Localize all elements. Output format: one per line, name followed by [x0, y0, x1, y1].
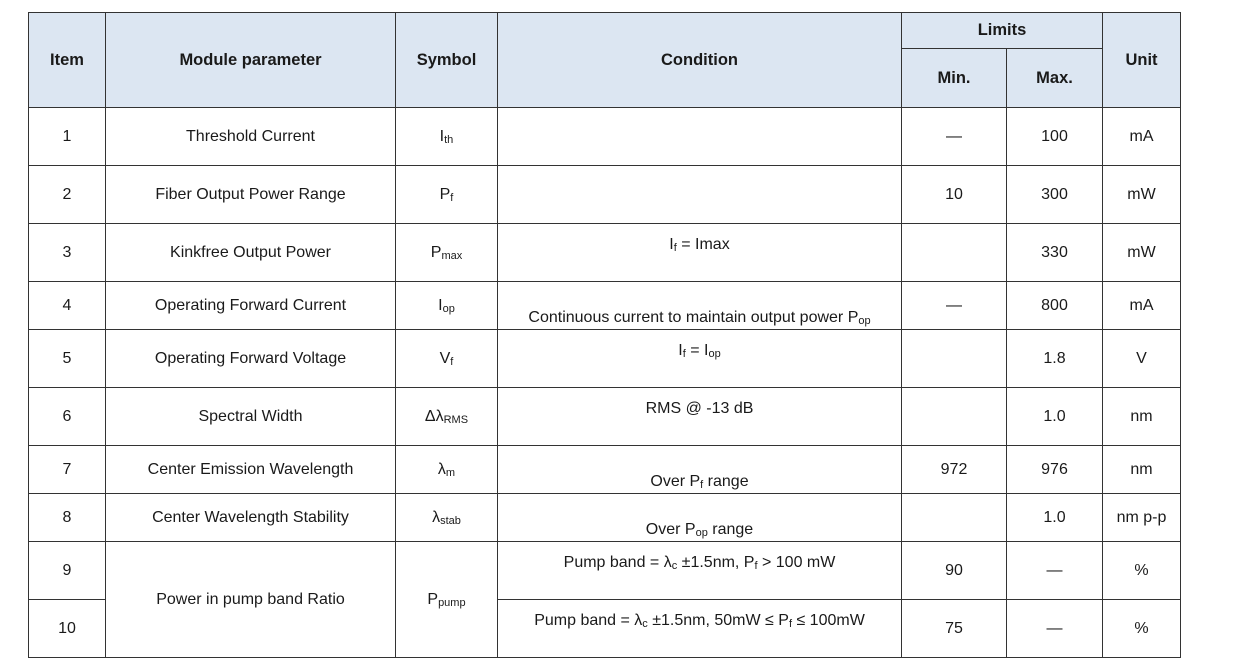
- max-cell: 1.0: [1007, 388, 1103, 446]
- unit-cell: nm p-p: [1103, 494, 1181, 542]
- symbol-cell: $P_f$: [396, 166, 498, 224]
- parameter-cell: Center Wavelength Stability: [106, 494, 396, 542]
- condition-cell: RMS @ -13 dB: [498, 388, 902, 446]
- symbol-cell: $\lambda_m$: [396, 446, 498, 494]
- max-cell: 300: [1007, 166, 1103, 224]
- unit-cell: mW: [1103, 224, 1181, 282]
- condition-cell: [498, 166, 902, 224]
- max-cell: 976: [1007, 446, 1103, 494]
- unit-cell: mA: [1103, 108, 1181, 166]
- max-cell: —: [1007, 600, 1103, 658]
- specification-table: [28, 12, 1181, 658]
- condition-cell: Over $P_{op}$ range: [498, 494, 902, 542]
- symbol-cell: $\lambda_{stab}$: [396, 494, 498, 542]
- max-cell: 330: [1007, 224, 1103, 282]
- table-row: [29, 388, 1181, 446]
- min-cell: —: [902, 108, 1007, 166]
- item-cell: 2: [29, 166, 106, 224]
- parameter-cell: Power in pump band Ratio: [106, 542, 396, 658]
- table-row: [29, 494, 1181, 542]
- header-item: Item: [29, 13, 106, 108]
- unit-cell: nm: [1103, 446, 1181, 494]
- item-cell: 9: [29, 542, 106, 600]
- header-condition: Condition: [498, 13, 902, 108]
- unit-cell: %: [1103, 542, 1181, 600]
- min-cell: 90: [902, 542, 1007, 600]
- unit-cell: %: [1103, 600, 1181, 658]
- unit-cell: mW: [1103, 166, 1181, 224]
- header-min: Min.: [902, 49, 1007, 108]
- condition-cell: Pump band = $\lambda_c \pm 1.5nm$, $P_f > 100$ mW: [498, 542, 902, 600]
- header-symbol: Symbol: [396, 13, 498, 108]
- unit-cell: nm: [1103, 388, 1181, 446]
- max-cell: 1.8: [1007, 330, 1103, 388]
- max-cell: 100: [1007, 108, 1103, 166]
- parameter-cell: Threshold Current: [106, 108, 396, 166]
- table-row: [29, 330, 1181, 388]
- parameter-cell: Kinkfree Output Power: [106, 224, 396, 282]
- min-cell: [902, 224, 1007, 282]
- header-unit: Unit: [1103, 13, 1181, 108]
- parameter-cell: Fiber Output Power Range: [106, 166, 396, 224]
- unit-cell: V: [1103, 330, 1181, 388]
- symbol-cell: $V_f$: [396, 330, 498, 388]
- condition-cell: $I_f = I_{op}$: [498, 330, 902, 388]
- min-cell: [902, 494, 1007, 542]
- min-cell: 972: [902, 446, 1007, 494]
- max-cell: 1.0: [1007, 494, 1103, 542]
- unit-cell: mA: [1103, 282, 1181, 330]
- min-cell: —: [902, 282, 1007, 330]
- item-cell: 6: [29, 388, 106, 446]
- table-row: [29, 166, 1181, 224]
- table-row: [29, 282, 1181, 330]
- symbol-cell: $P_{max}$: [396, 224, 498, 282]
- min-cell: [902, 330, 1007, 388]
- condition-cell: Over $P_f$ range: [498, 446, 902, 494]
- header-limits: Limits: [902, 13, 1103, 49]
- condition-cell: $I_f = Imax$: [498, 224, 902, 282]
- header-max: Max.: [1007, 49, 1103, 108]
- max-cell: 800: [1007, 282, 1103, 330]
- item-cell: 8: [29, 494, 106, 542]
- item-cell: 4: [29, 282, 106, 330]
- symbol-cell: $\Delta\lambda_{RMS}$: [396, 388, 498, 446]
- item-cell: 1: [29, 108, 106, 166]
- symbol-cell: $I_{th}$: [396, 108, 498, 166]
- min-cell: 75: [902, 600, 1007, 658]
- min-cell: [902, 388, 1007, 446]
- parameter-cell: Operating Forward Voltage: [106, 330, 396, 388]
- max-cell: —: [1007, 542, 1103, 600]
- parameter-cell: Spectral Width: [106, 388, 396, 446]
- condition-cell: Pump band = $\lambda_c \pm 1.5nm$, $50mW \le P_f \le 100mW$: [498, 600, 902, 658]
- item-cell: 10: [29, 600, 106, 658]
- symbol-cell: $P_{pump}$: [396, 542, 498, 658]
- table-row: [29, 446, 1181, 494]
- condition-cell: [498, 108, 902, 166]
- min-cell: 10: [902, 166, 1007, 224]
- item-cell: 7: [29, 446, 106, 494]
- item-cell: 5: [29, 330, 106, 388]
- parameter-cell: Operating Forward Current: [106, 282, 396, 330]
- table-row: [29, 108, 1181, 166]
- item-cell: 3: [29, 224, 106, 282]
- condition-cell: Continuous current to maintain output power $P_{op}$: [498, 282, 902, 330]
- symbol-cell: $I_{op}$: [396, 282, 498, 330]
- header-row: [29, 13, 1181, 49]
- header-module-parameter: Module parameter: [106, 13, 396, 108]
- table-row: [29, 542, 1181, 600]
- parameter-cell: Center Emission Wavelength: [106, 446, 396, 494]
- table-row: [29, 224, 1181, 282]
